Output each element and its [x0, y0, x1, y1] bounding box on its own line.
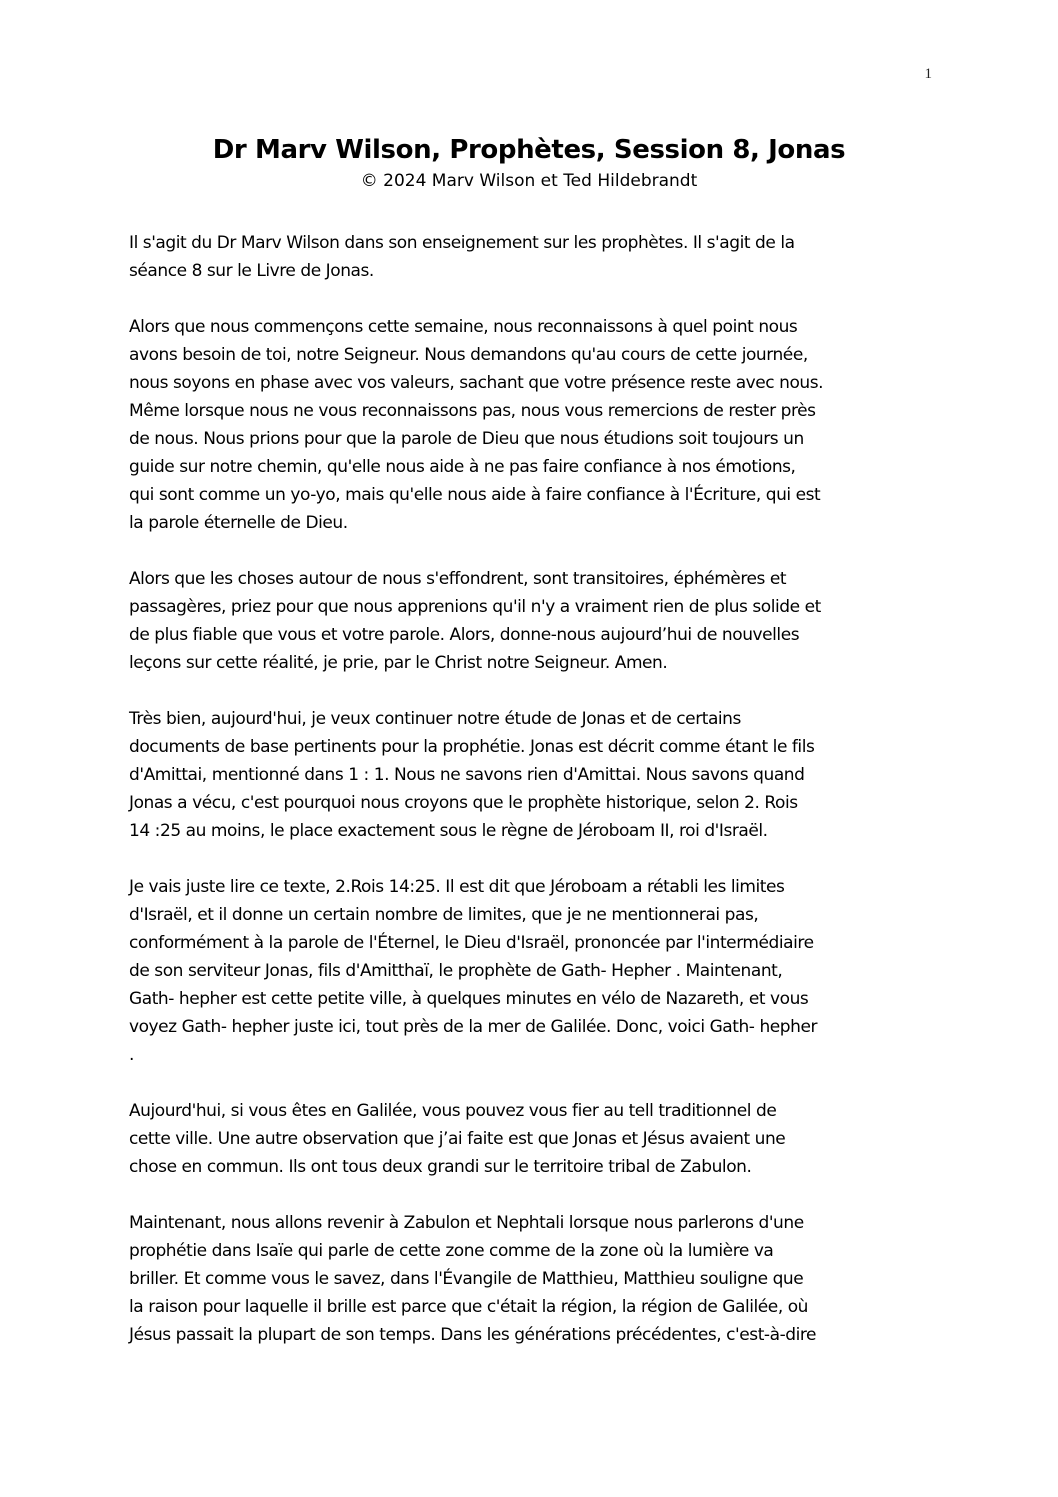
text-line: de son serviteur Jonas, fils d'Amitthaï, le prophète de Gath- Hepher . Maintenant,	[129, 961, 783, 981]
text-line: conformément à la parole de l'Éternel, le Dieu d'Israël, prononcée par l'intermédiaire	[129, 933, 814, 953]
text-line: séance 8 sur le Livre de Jonas.	[129, 261, 374, 281]
text-line: briller. Et comme vous le savez, dans l'Évangile de Matthieu, Matthieu souligne que	[129, 1269, 804, 1289]
text-line: leçons sur cette réalité, je prie, par le Christ notre Seigneur. Amen.	[129, 653, 668, 673]
text-line: prophétie dans Isaïe qui parle de cette zone comme de la zone où la lumière va	[129, 1241, 774, 1261]
text-line: Il s'agit du Dr Marv Wilson dans son enseignement sur les prophètes. Il s'agit de la	[129, 233, 795, 253]
document-body	[129, 229, 929, 1377]
paragraph	[129, 229, 929, 285]
text-line: Aujourd'hui, si vous êtes en Galilée, vous pouvez vous fier au tell traditionnel de	[129, 1101, 777, 1121]
text-line: de nous. Nous prions pour que la parole de Dieu que nous étudions soit toujours un	[129, 429, 804, 449]
paragraph	[129, 313, 929, 537]
text-line: la raison pour laquelle il brille est parce que c'était la région, la région de Galilée, où	[129, 1297, 809, 1317]
text-line: d'Amittai, mentionné dans 1 : 1. Nous ne savons rien d'Amittai. Nous savons quand	[129, 765, 805, 785]
text-line: Jonas a vécu, c'est pourquoi nous croyons que le prophète historique, selon 2. Rois	[129, 793, 798, 813]
text-line: Jésus passait la plupart de son temps. Dans les générations précédentes, c'est-à-dire	[129, 1325, 817, 1345]
text-line: qui sont comme un yo-yo, mais qu'elle nous aide à faire confiance à l'Écriture, qui est	[129, 485, 821, 505]
text-line: Très bien, aujourd'hui, je veux continuer notre étude de Jonas et de certains	[129, 709, 741, 729]
paragraph	[129, 565, 929, 677]
paragraph	[129, 1097, 929, 1181]
text-line: de plus fiable que vous et votre parole. Alors, donne-nous aujourd’hui de nouvelles	[129, 625, 800, 645]
text-line: avons besoin de toi, notre Seigneur. Nous demandons qu'au cours de cette journée,	[129, 345, 808, 365]
page-number: 1	[924, 66, 932, 82]
text-line: d'Israël, et il donne un certain nombre de limites, que je ne mentionnerai pas,	[129, 905, 759, 925]
text-line: 14 :25 au moins, le place exactement sous le règne de Jéroboam II, roi d'Israël.	[129, 821, 768, 841]
text-line: cette ville. Une autre observation que j’ai faite est que Jonas et Jésus avaient une	[129, 1129, 786, 1149]
text-line: Gath- hepher est cette petite ville, à quelques minutes en vélo de Nazareth, et vous	[129, 989, 809, 1009]
text-line: passagères, priez pour que nous apprenions qu'il n'y a vraiment rien de plus solide et	[129, 597, 821, 617]
text-line: Maintenant, nous allons revenir à Zabulon et Nephtali lorsque nous parlerons d'une	[129, 1213, 804, 1233]
text-line: Alors que les choses autour de nous s'effondrent, sont transitoires, éphémères et	[129, 569, 787, 589]
text-line: chose en commun. Ils ont tous deux grandi sur le territoire tribal de Zabulon.	[129, 1157, 752, 1177]
paragraph	[129, 705, 929, 845]
text-line: Alors que nous commençons cette semaine, nous reconnaissons à quel point nous	[129, 317, 798, 337]
text-line: nous soyons en phase avec vos valeurs, sachant que votre présence reste avec nous.	[129, 373, 824, 393]
text-line: Même lorsque nous ne vous reconnaissons pas, nous vous remercions de rester près	[129, 401, 816, 421]
paragraph	[129, 873, 929, 1069]
document-header	[0, 132, 1058, 194]
text-line: documents de base pertinents pour la prophétie. Jonas est décrit comme étant le fils	[129, 737, 815, 757]
paragraph	[129, 1209, 929, 1349]
text-line: voyez Gath- hepher juste ici, tout près de la mer de Galilée. Donc, voici Gath- hepher	[129, 1017, 817, 1037]
text-line: guide sur notre chemin, qu'elle nous aide à ne pas faire confiance à nos émotions,	[129, 457, 796, 477]
text-line: Je vais juste lire ce texte, 2.Rois 14:25. Il est dit que Jéroboam a rétabli les limites	[129, 877, 785, 897]
text-line: la parole éternelle de Dieu.	[129, 513, 348, 533]
copyright-line: © 2024 Marv Wilson et Ted Hildebrandt	[360, 171, 698, 191]
document-title: Dr Marv Wilson, Prophètes, Session 8, Jonas	[212, 135, 846, 165]
text-line: .	[129, 1045, 134, 1065]
